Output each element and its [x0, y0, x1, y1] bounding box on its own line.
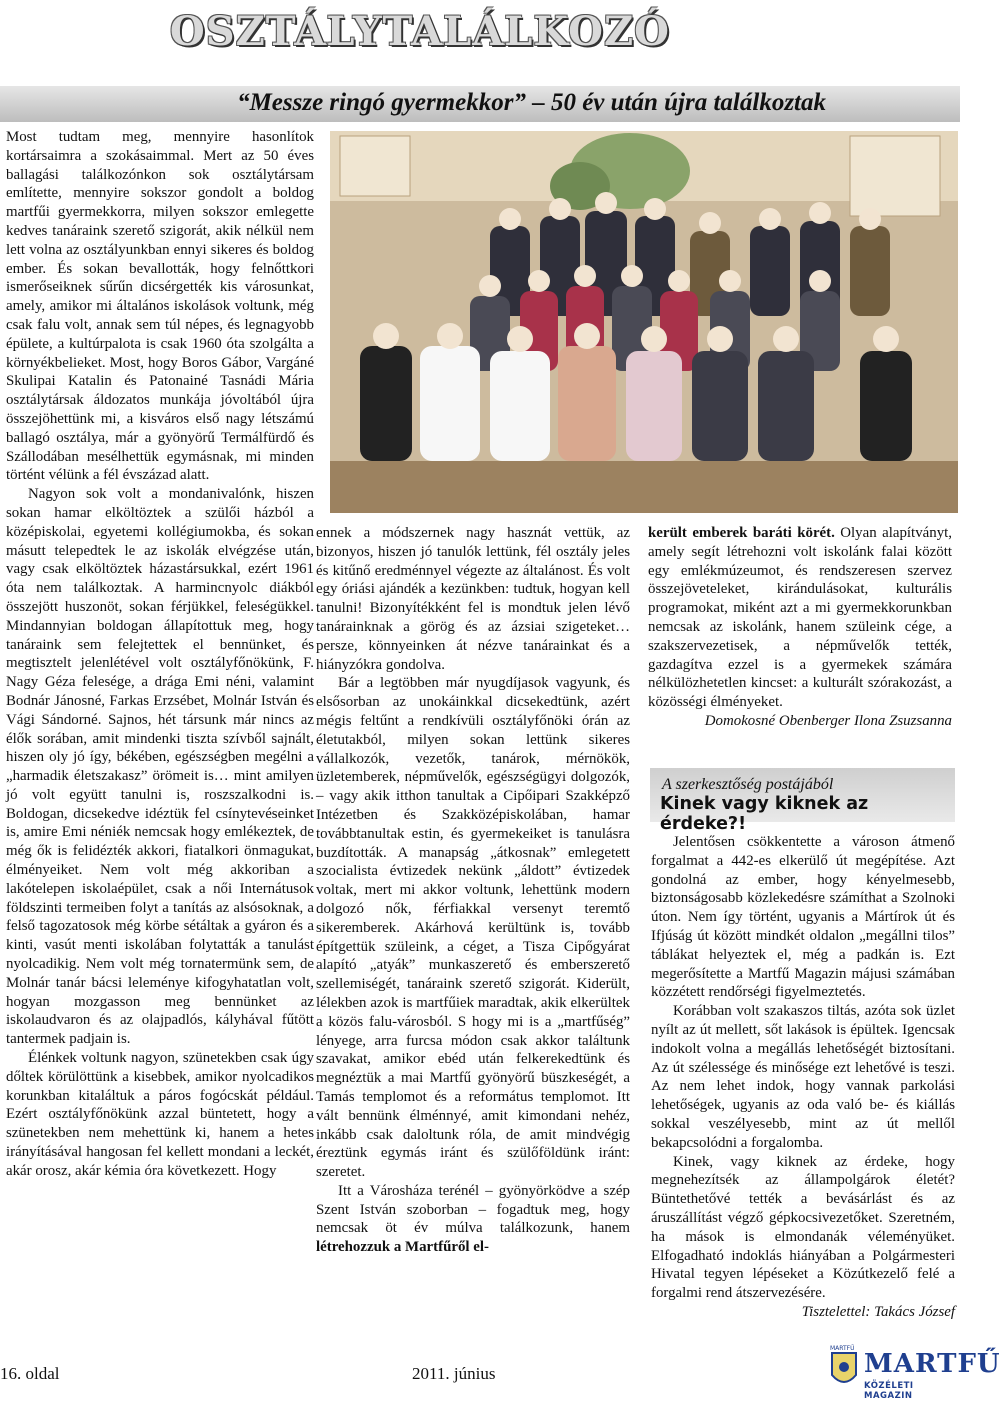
article-paragraph: Nagyon sok volt a mondanivalónk, hiszen sokan hamar elköltöztek a szülői házból a középiskolai, egyetemi kollégiumokba, és sokan másutt telepedtek le az iskolák elvégzése után, vagy csak elköltöztek házastársukkal, ezért 1961 óta nem találkoztak. A harmincnyolc diákból összejött huszonöt, sokan férjükkel, feleségükkel. Mindannyian boldogan állapítottuk meg, hogy tanáraink sem felejtettek el bennünket, és megtisztelt jelenlétével volt osztályfőnökünk, F. Nagy Géza felesége, a drága Emi néni, valamint Bodnár Jánosné, Farkas Erzsébet, Molnár István és Vági Sándorné. Sajnos, hét társunk már nincs az élők sorában, amit mindenki tiszta szívből sajnált, hiszen oly jó így, békében, egészségben megélni a „harmadik életszakasz” örömeit is… mint amilyen jó volt együtt tanulni is, roszszalkodni is. Boldogan, dicsekedve idéztük fel csínytevéseinket is, amire Emi néniék nemcsak hogy emlékeztek, de még ők is felidézték akkori, fiatalkori önmagukat, élményeiket. Nem volt még akkoriban a lakótelepen iskolaépület, csak a női Internátusok földszinti termeiben folyt a tanítás az alsósoknak, a felső tagozatosok még körbe sétáltak a gyáron és a kinti, vasút menti iskolában folytatták a tanulást nyolcadikig. Nem volt még tornatermünk sem, de Molnár tanár bácsi leleménye kifogyhatatlan volt, hogyan mozgasson meg bennünket az iskolaudvaron és az olajpadlós, kályhával fűtött tantermek padjain is. [6, 486, 314, 1048]
article-column-2 [316, 524, 630, 1257]
logo-subtitle: KÖZÉLETI MAGAZIN [864, 1381, 914, 1401]
masthead [0, 0, 960, 86]
article-paragraph: Bár a legtöbben már nyugdíjasok vagyunk, és elsősorban az unokáinkkal dicsekedtünk, azért mégis feltűnt a rendkívüli osztályfőnöki órán az életutakból, milyen sokan lettünk sikeres vállalkozók, vezetők, tanárok, mérnökök, üzletemberek, népművelők, egészségügyi dolgozók, – vagy akik itthon tanultak a Cipőipari Szakképző Intézetben és Szakközépiskolában, hamar továbbtanultak estin, és gyermekeiket is tanulásra buzdították. A manapság „átkosnak” emlegetett szocialista évtizedek nekünk „áldott” évtizedek voltak, mert mi akkor voltunk, lehettünk modern dolgozó nők, férfiakkal versenyt teremtő sikeremberek. Akárhová kerültünk is, tovább építgettük szüleink, a céget, a Tisza Cipőgyárat alapító „atyák” munkaszerető és emberszerető szellemiségét, tanáraink szerető szigorát. Kiderült, lélekben azok is martfűiek maradtak, akik elkerültek a közös falu-városból. S hogy mi is a „martfűség” lényege, arra furcsa módon csak akkor találtunk szavakat, amikor ebéd után felkerekedtünk és megnéztük a mai Martfű gyönyörű büszkeségét, a Tamás templomot és a református templomot. Itt vált bennünk élménnyé, amit kimondani nehéz, inkább csak daloltunk róla, de amit mindvégig éreztünk egymás iránt és szülőföldünk iránt: szeretet. [316, 675, 630, 1181]
article-text: Olyan alapítványt, amely segít létrehozni volt iskolánk falai között egy emlékmúzeumot, és rendszeresen szervez összejöveteleket, kirándulásokat, kulturális programokat, miként azt a mi gyermekkorunkban nemcsak az iskolánk, hanem szüleink cége, a szakszervezetisek, a népművelők tették, gazdagítva ezzel is a gyermekek számára nélkülözhetetlen kincset: a kulturált szórakozást, a közösségi élményeket. [648, 525, 952, 711]
page-title: OSZTÁLYTALÁLKOZÓ [169, 8, 670, 55]
martfu-magazine-logo [828, 1345, 1001, 1401]
article-column-1 [6, 128, 314, 1181]
letters-kicker: A szerkesztőség postájából [662, 776, 834, 793]
article-text: Itt a Városháza terénél – gyönyörködve a szép Szent István szoborban – fogadtuk meg, hogy nemcsak öt év múlva találkozunk, hanem [316, 1182, 630, 1237]
letter-signature: Tisztelettel: Takács József [801, 1303, 955, 1320]
article-subtitle: “Messze ringó gyermekkor” – 50 év után újra találkoztak [237, 89, 826, 116]
article-paragraph: Élénkek voltunk nagyon, szünetekben csak úgy dőltek körülöttünk a kisebbek, amikor nyolcadikos korunkban kitaláltuk a páros fogócskát például. Ezért osztályfőnökünk azzal büntetett, hogy a szünetekben nem mehettünk ki, hanem a hetes irányításával hangosan fel kellett mondani a leckét, akár orosz, akár kémia óra következett. Hogy [6, 1050, 314, 1179]
logo-name: MARTFŰ [864, 1349, 1001, 1379]
letter-paragraph: Kinek, vagy kiknek az érdeke, hogy megnehezítsék az állampolgárok életét? Büntethetővé tették a bevásárlást és az áruszállítást végző gépkocsivezetőket. Szeretném, ha mások is elmondanák véleményüket. Elfogadható indoklás hiányában a Polgármesteri Hivatal tegyen lépéseket a Közútkezelő felé a forgalmi rend átszervezésére. [651, 1153, 955, 1302]
letter-paragraph: Korábban volt szakaszos tiltás, azóta sok üzlet nyílt az út mellett, sőt lakások is épültek. Igencsak indokolt volna a megállás lehetőségét biztosítani. Az út szélessége és minősége ezt lehetővé is teszi. Az nem lehet indok, hogy vannak parkolási lehetőségek, ugyanis az oda való be- és kiállás sokkal veszélyesebb, mint az út mellől bekapcsolódni a forgalomba. [651, 1003, 955, 1151]
letters-column [651, 833, 955, 1322]
article-paragraph [648, 524, 952, 712]
group-photo-illustration [330, 131, 958, 513]
issue-date: 2011. június [412, 1364, 496, 1383]
letter-paragraph: Jelentősen csökkentette a városon átmenő forgalmat a 442-es elkerülő út megépítése. Azt gondolná az ember, hogy kényelmesebb, biztonságosabb közlekedésre számíthat a Szolnoki úton. Nem így történt, ugyanis a Mártírok út és Ifjúság út között mindkét oldalon „megállni tilos” táblákat helyeztek el, még a padkán is. Ezt megerősítette a Martfű Magazin májusi számában közzétett rendőrségi figyelmeztetés. [651, 834, 955, 1001]
article-paragraph: ennek a módszernek nagy hasznát vettük, az bizonyos, hiszen jó tanulók lettünk, fél osztály jeles és kitűnő eredménnyel végezte az általánost. És volt egy óriási ajándék a kezünkben: tudtuk, hogyan kell tanulni! Bizonyítékként fel is mondtuk jelen lévő tanárainknak a görög és az ázsiai szigeteket… persze, könnyeinken át nézve tanárainkat és a hiányzókra gondolva. [316, 525, 630, 673]
logo-small-text: MARTFŰ [830, 1345, 855, 1352]
article-signature: Domokosné Obenberger Ilona Zsuzsanna [704, 712, 952, 729]
class-reunion-photo [330, 131, 958, 513]
article-paragraph [316, 1182, 630, 1257]
article-emphasis: létrehozzuk a Martfűről el- [316, 1239, 489, 1256]
page-number: 16. oldal [0, 1364, 60, 1383]
article-paragraph: Most tudtam meg, mennyire hasonlítok kortársaimra a szokásaimmal. Mert az 50 éves ballagási találkozónkon sok osztálytársam említette, mennyire sokszor gondolt a boldog martfűi gyermekkorra, milyen sokszor emlegette kedves tanáraink szerető szigorát, akik nélkül nem lett volna az osztályunkban ennyi sikeres és boldog ember. És sokan bevallották, hogy felnőttkori ismerőseiknek sűrűn dicsérgették kis városunkat, amely, amikor mi általános iskolások voltunk, még csak falu volt, annak sem túl népes, és legnagyobb épülete, a kultúrpalota is csak 1960 óta szolgálta a környékbelieket. Most, hogy Boros Gábor, Vargáné Skulipai Katalin és Patonainé Tasnádi Mária osztálytársak áldozatos munkája jóvoltából újra összejöhettünk mi, a kisváros első nagy létszámú ballagó osztálya, már a gyönyörű Termálfürdő és Szállodában mesélhettük egymásnak, mi minden történt vélünk a fél évszázad alatt. [6, 129, 314, 484]
letters-box-header [650, 768, 955, 834]
subtitle-banner [0, 86, 960, 122]
article-column-3 [648, 524, 952, 731]
letters-headline: Kinek vagy kiknek az érdeke?! [660, 794, 869, 834]
article-emphasis: került emberek baráti körét. [648, 525, 835, 541]
